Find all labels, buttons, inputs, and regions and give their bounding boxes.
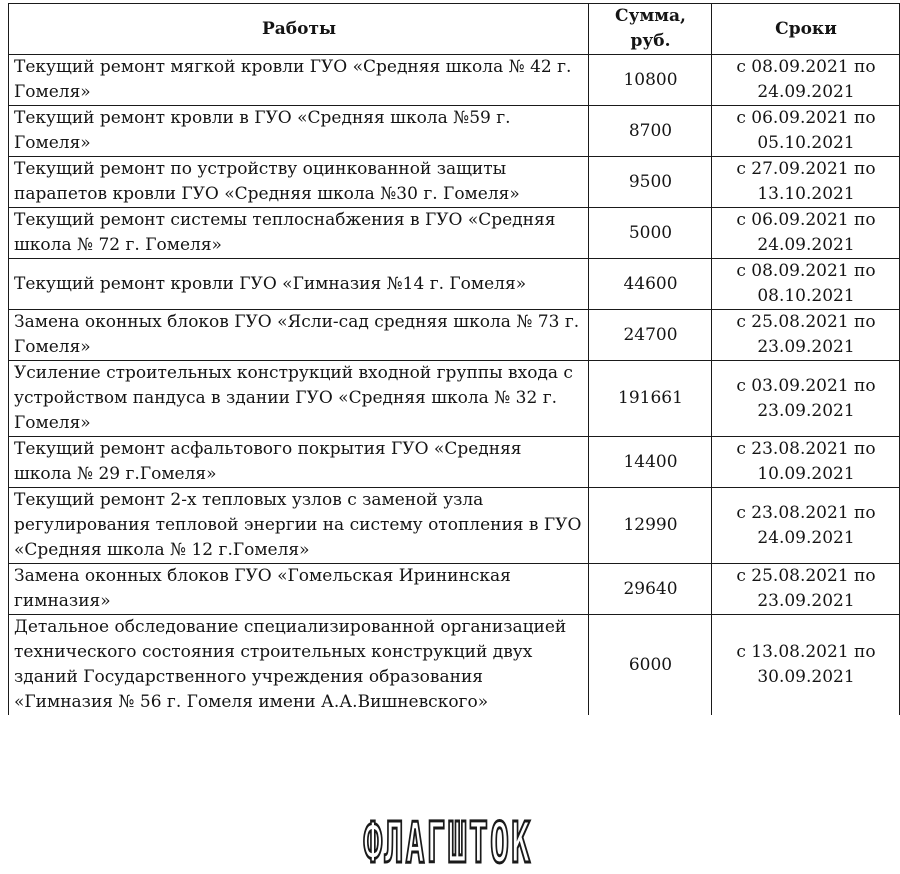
- table-row: [9, 361, 900, 437]
- flagshtok-watermark: [328, 817, 568, 869]
- sum-cell: 191661: [589, 361, 712, 437]
- sum-cell: 24700: [589, 310, 712, 361]
- work-cell: Замена оконных блоков ГУО «Ясли-сад средняя школа № 73 г. Гомеля»: [9, 310, 589, 361]
- sum-cell: 44600: [589, 259, 712, 310]
- work-cell: Усиление строительных конструкций входной группы входа с устройством пандуса в здании ГУО «Средняя школа № 32 г. Гомеля»: [9, 361, 589, 437]
- work-cell: Текущий ремонт кровли ГУО «Гимназия №14 г. Гомеля»: [9, 259, 589, 310]
- work-cell: Текущий ремонт 2-х тепловых узлов с заменой узла регулирования тепловой энергии на систему отопления в ГУО «Средняя школа № 12 г.Гомеля»: [9, 488, 589, 564]
- table-row: [9, 208, 900, 259]
- work-cell: Текущий ремонт по устройству оцинкованной защиты парапетов кровли ГУО «Средняя школа №30 г. Гомеля»: [9, 157, 589, 208]
- column-header-work: Работы: [9, 4, 589, 55]
- term-cell: с 27.09.2021 по 13.10.2021: [712, 157, 900, 208]
- sum-cell: 9500: [589, 157, 712, 208]
- table-row: [9, 310, 900, 361]
- sum-cell: 5000: [589, 208, 712, 259]
- table-row: [9, 259, 900, 310]
- sum-cell: 12990: [589, 488, 712, 564]
- column-header-term: Сроки: [712, 4, 900, 55]
- table-row: [9, 488, 900, 564]
- term-cell: с 13.08.2021 по 30.09.2021: [712, 615, 900, 716]
- term-cell: с 25.08.2021 по 23.09.2021: [712, 564, 900, 615]
- sum-cell: 6000: [589, 615, 712, 716]
- work-cell: Детальное обследование специализированной организацией технического состояния строительных конструкций двух зданий Государственного учреждения образования «Гимназия № 56 г. Гомеля имени А.А.Вишневского»: [9, 615, 589, 716]
- table-row: [9, 437, 900, 488]
- term-cell: с 06.09.2021 по 05.10.2021: [712, 106, 900, 157]
- table-row: [9, 615, 900, 716]
- table-row: [9, 106, 900, 157]
- works-table: [8, 3, 900, 715]
- term-cell: с 08.09.2021 по 08.10.2021: [712, 259, 900, 310]
- term-cell: с 23.08.2021 по 24.09.2021: [712, 488, 900, 564]
- table-row: [9, 157, 900, 208]
- sum-cell: 8700: [589, 106, 712, 157]
- term-cell: с 23.08.2021 по 10.09.2021: [712, 437, 900, 488]
- table-row: [9, 564, 900, 615]
- term-cell: с 03.09.2021 по 23.09.2021: [712, 361, 900, 437]
- term-cell: с 25.08.2021 по 23.09.2021: [712, 310, 900, 361]
- work-cell: Текущий ремонт системы теплоснабжения в ГУО «Средняя школа № 72 г. Гомеля»: [9, 208, 589, 259]
- sum-cell: 14400: [589, 437, 712, 488]
- work-cell: Замена оконных блоков ГУО «Гомельская Ирининская гимназия»: [9, 564, 589, 615]
- table-row: [9, 55, 900, 106]
- sum-cell: 29640: [589, 564, 712, 615]
- term-cell: с 08.09.2021 по 24.09.2021: [712, 55, 900, 106]
- work-cell: Текущий ремонт кровли в ГУО «Средняя школа №59 г. Гомеля»: [9, 106, 589, 157]
- term-cell: с 06.09.2021 по 24.09.2021: [712, 208, 900, 259]
- work-cell: Текущий ремонт асфальтового покрытия ГУО «Средняя школа № 29 г.Гомеля»: [9, 437, 589, 488]
- table-header-row: [9, 4, 900, 55]
- work-cell: Текущий ремонт мягкой кровли ГУО «Средняя школа № 42 г. Гомеля»: [9, 55, 589, 106]
- column-header-sum: Сумма, руб.: [589, 4, 712, 55]
- flagshtok-logo: [323, 817, 573, 869]
- watermark-text: ФЛАГШТОК: [363, 817, 533, 869]
- sum-cell: 10800: [589, 55, 712, 106]
